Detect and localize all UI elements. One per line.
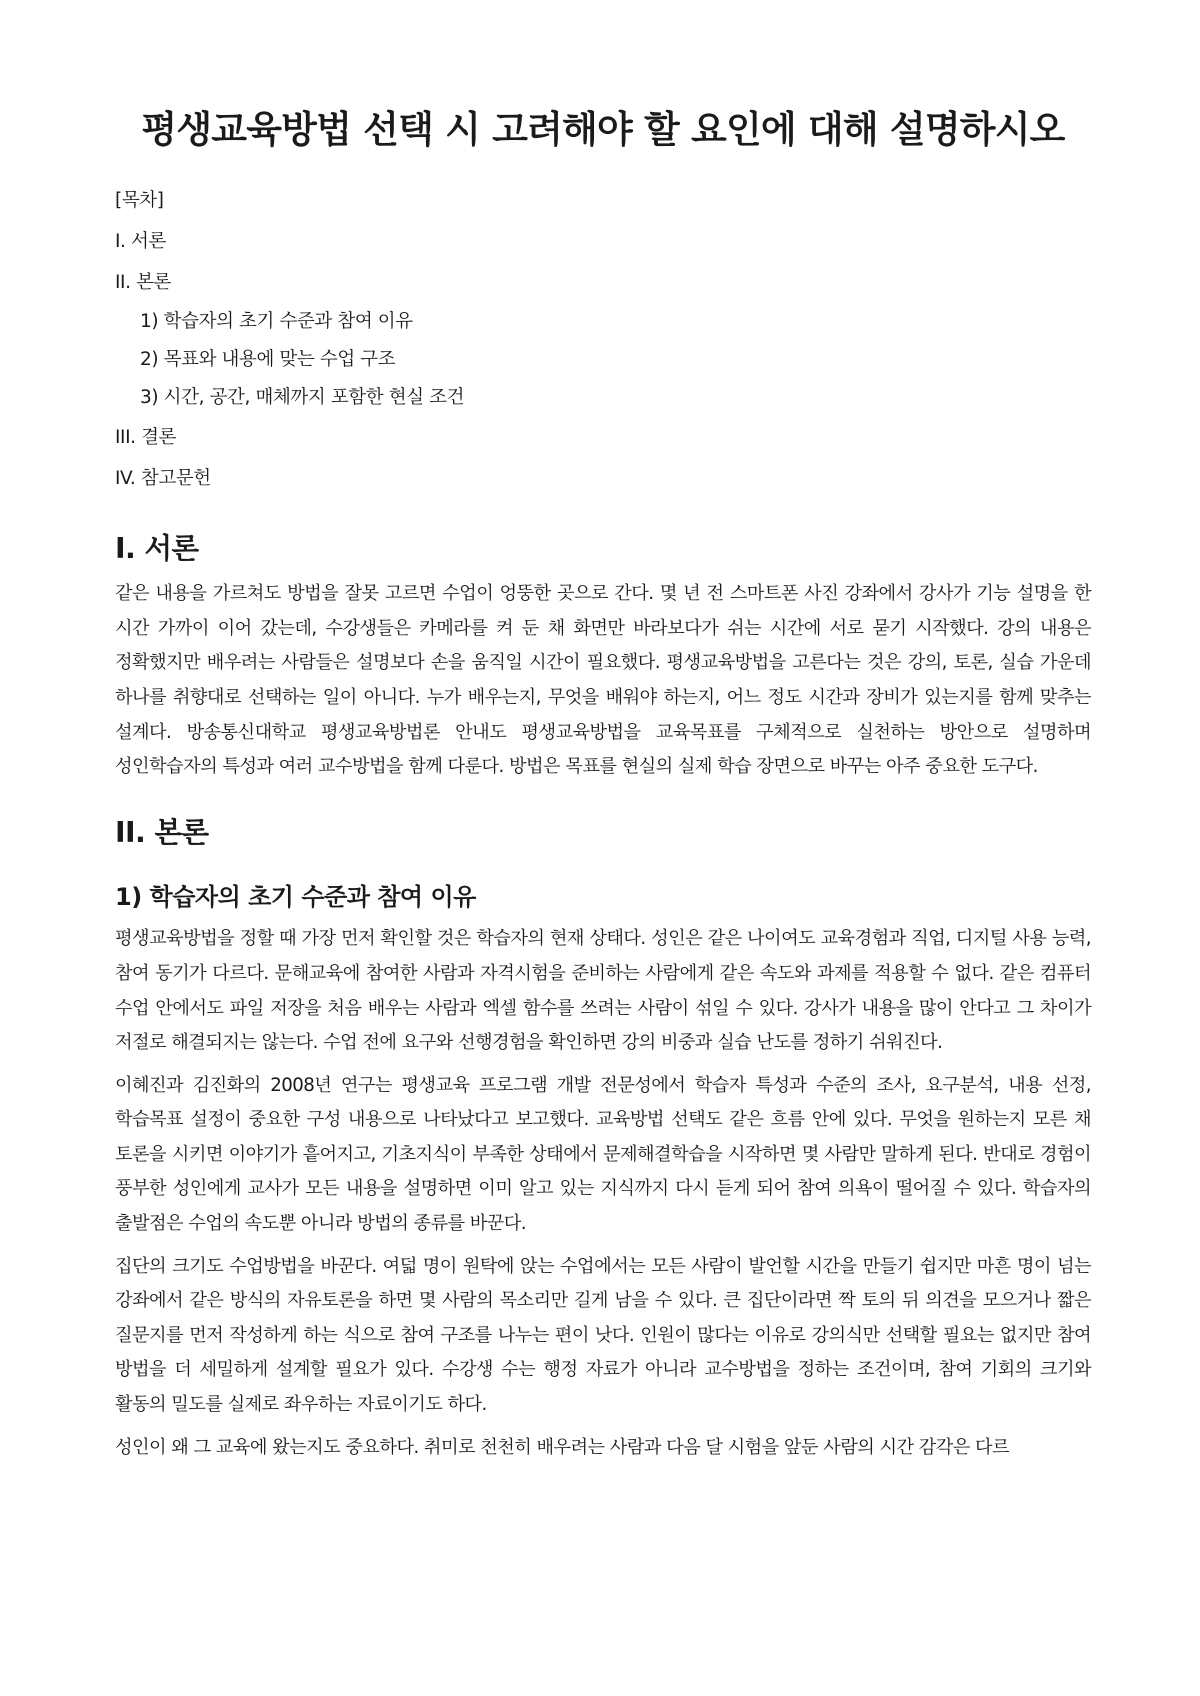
body-paragraph: 성인이 왜 그 교육에 왔는지도 중요하다. 취미로 천천히 배우려는 사람과 다음 달 시험을 앞둔 사람의 시간 감각은 다르 (115, 1436, 1010, 1458)
toc-item-references: IV. 참고문헌 (115, 468, 211, 490)
introduction-section (115, 529, 1091, 784)
toc-item-introduction: I. 서론 (115, 231, 166, 253)
body-paragraph: 평생교육방법을 정할 때 가장 먼저 확인할 것은 학습자의 현재 상태다. 성인은 같은 나이여도 교육경험과 직업, 디지털 사용 능력, 참여 동기가 다르다. 문해교육에 참여한 사람과 자격시험을 준비하는 사람에게 같은 속도와 과제를 적용할 수 없다. 같은 컴퓨터 수업 안에서도 파일 저장을 처음 배우는 사람과 엑셀 함수를 쓰려는 사람이 섞일 수 있다. 강사가 내용을 많이 안다고 그 차이가 저절로 해결되지는 않는다. 수업 전에 요구와 선행경험을 확인하면 강의 비중과 실습 난도를 정하기 쉬워진다. (115, 928, 1091, 1054)
toc-heading: [목차] (115, 190, 164, 212)
table-of-contents (115, 180, 1091, 499)
document-title: 평생교육방법 선택 시 고려해야 할 요인에 대해 설명하시오 (141, 108, 1065, 151)
main-body-heading: II. 본론 (115, 815, 209, 849)
main-body-section (115, 813, 1091, 1465)
introduction-heading: I. 서론 (115, 532, 199, 566)
body-paragraph: 집단의 크기도 수업방법을 바꾼다. 여덟 명이 원탁에 앉는 수업에서는 모든 사람이 발언할 시간을 만들기 쉽지만 마흔 명이 넘는 강좌에서 같은 방식의 자유토론을 하면 몇 사람의 목소리만 길게 남을 수 있다. 큰 집단이라면 짝 토의 뒤 의견을 모으거나 짧은 질문지를 먼저 작성하게 하는 식으로 참여 구조를 나누는 편이 낫다. 인원이 많다는 이유로 강의식만 선택할 필요는 없지만 참여 방법을 더 세밀하게 설계할 필요가 있다. 수강생 수는 행정 자료가 아니라 교수방법을 정하는 조건이며, 참여 기회의 크기와 활동의 밀도를 실제로 좌우하는 자료이기도 하다. (115, 1255, 1091, 1416)
toc-item-main-body: II. 본론 (115, 272, 172, 294)
introduction-paragraph: 같은 내용을 가르쳐도 방법을 잘못 고르면 수업이 엉뚱한 곳으로 간다. 몇 년 전 스마트폰 사진 강좌에서 강사가 기능 설명을 한 시간 가까이 이어 갔는데, 수강생들은 카메라를 켜 둔 채 화면만 바라보다가 쉬는 시간에 서로 묻기 시작했다. 강의 내용은 정확했지만 배우려는 사람들은 설명보다 손을 움직일 시간이 필요했다. 평생교육방법을 고른다는 것은 강의, 토론, 실습 가운데 하나를 취향대로 선택하는 일이 아니다. 누가 배우는지, 무엇을 배워야 하는지, 어느 정도 시간과 장비가 있는지를 함께 맞추는 설계다. 방송통신대학교 평생교육방법론 안내도 평생교육방법을 교육목표를 구체적으로 실천하는 방안으로 설명하며 성인학습자의 특성과 여러 교수방법을 함께 다룬다. 방법은 목표를 현실의 실제 학습 장면으로 바꾸는 아주 중요한 도구다. (115, 583, 1091, 778)
subsection-1-heading: 1) 학습자의 초기 수준과 참여 이유 (115, 882, 476, 911)
toc-item-conclusion: III. 결론 (115, 427, 177, 449)
toc-item-subsection-1: 1) 학습자의 초기 수준과 참여 이유 (140, 311, 413, 333)
toc-item-subsection-2: 2) 목표와 내용에 맞는 수업 구조 (140, 349, 396, 371)
body-paragraph: 이혜진과 김진화의 2008년 연구는 평생교육 프로그램 개발 전문성에서 학습자 특성과 수준의 조사, 요구분석, 내용 선정, 학습목표 설정이 중요한 구성 내용으로 나타났다고 보고했다. 교육방법 선택도 같은 흐름 안에 있다. 무엇을 원하는지 모른 채 토론을 시키면 이야기가 흩어지고, 기초지식이 부족한 상태에서 문제해결학습을 시작하면 몇 사람만 말하게 된다. 반대로 경험이 풍부한 성인에게 교사가 모든 내용을 설명하면 이미 알고 있는 지식까지 다시 듣게 되어 참여 의욕이 떨어질 수 있다. 학습자의 출발점은 수업의 속도뿐 아니라 방법의 종류를 바꾼다. (115, 1074, 1091, 1235)
toc-item-subsection-3: 3) 시간, 공간, 매체까지 포함한 현실 조건 (140, 387, 465, 409)
